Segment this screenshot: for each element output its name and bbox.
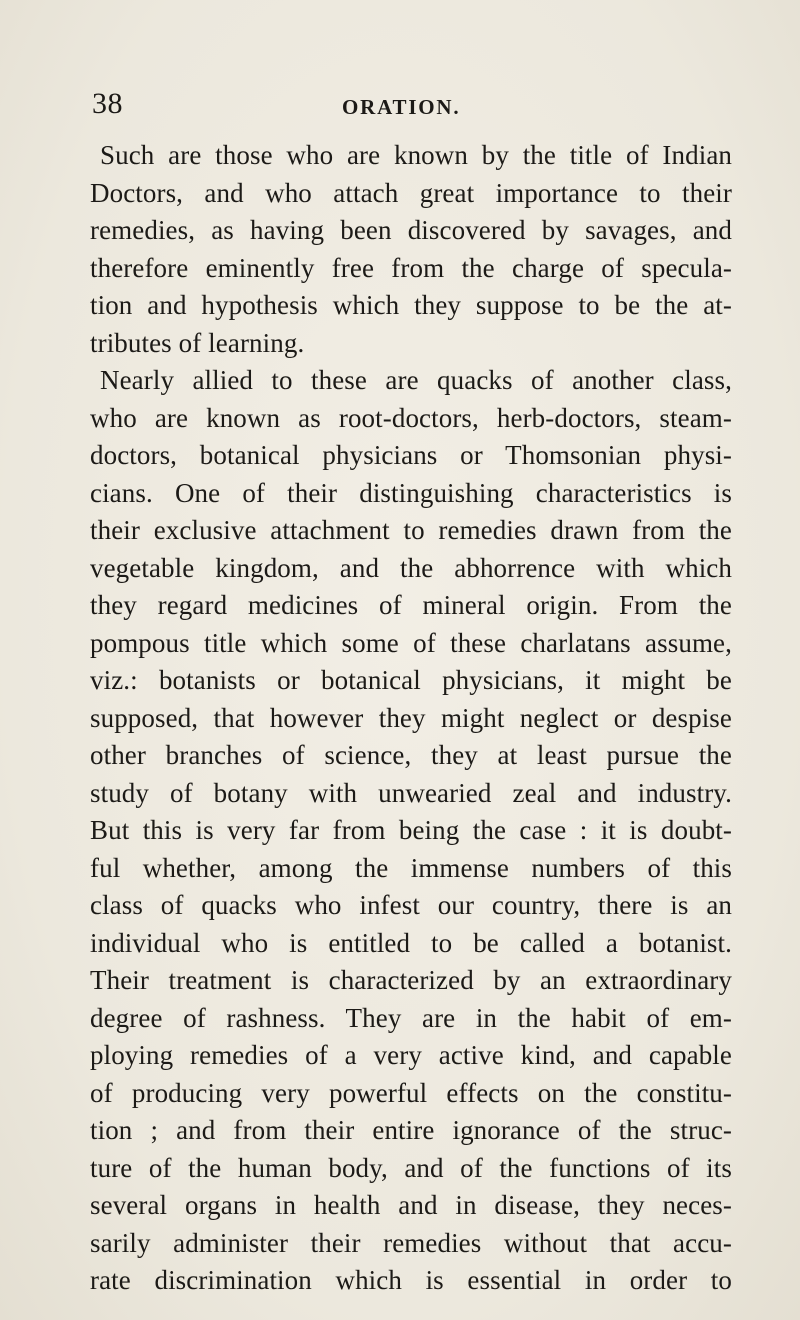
text-line-14: pompous title which some of these charlatans assume, (90, 627, 732, 658)
text-line-10: cians. One of their distinguishing characteristics is (90, 477, 732, 508)
text-line-9: doctors, botanical physicians or Thomsonian physi- (90, 440, 732, 470)
text-line-28: ture of the human body, and of the functions of its (90, 1152, 732, 1183)
text-line-29: several organs in health and in disease, they neces- (90, 1190, 732, 1220)
text-line-21: class of quacks who infest our country, there is an (90, 890, 732, 920)
text-line-3: remedies, as having been discovered by savages, and (90, 215, 732, 245)
text-line-5: tion and hypothesis which they suppose to be the at- (90, 290, 732, 320)
text-line-8: who are known as root-doctors, herb-doctors, steam- (90, 402, 732, 433)
text-line-26: of producing very powerful effects on the constitu- (90, 1077, 732, 1108)
text-line-31: rate discrimination which is essential in order to (90, 1265, 732, 1295)
text-line-12: vegetable kingdom, and the abhorrence with which (90, 552, 732, 583)
page-number: 38 (92, 87, 123, 120)
text-line-6: tributes of learning. (90, 327, 305, 358)
body-text (90, 137, 732, 1300)
text-line-25: ploying remedies of a very active kind, and capable (90, 1040, 732, 1070)
text-line-17: other branches of science, they at least pursue the (90, 740, 732, 770)
text-line-2: Doctors, and who attach great importance to their (90, 177, 732, 208)
text-line-13: they regard medicines of mineral origin. From the (90, 590, 732, 620)
running-head (92, 84, 732, 124)
text-line-27: tion ; and from their entire ignorance of the struc- (90, 1115, 732, 1145)
text-line-24: degree of rashness. They are in the habit of em- (90, 1002, 732, 1033)
text-line-18: study of botany with unwearied zeal and industry. (90, 777, 732, 808)
text-line-20: ful whether, among the immense numbers of this (90, 852, 732, 883)
text-line-7: Nearly allied to these are quacks of another class, (100, 365, 732, 395)
text-line-4: therefore eminently free from the charge of specula- (90, 252, 732, 283)
text-line-11: their exclusive attachment to remedies drawn from the (90, 515, 732, 545)
text-line-16: supposed, that however they might neglect or despise (90, 702, 732, 733)
text-line-30: sarily administer their remedies without that accu- (90, 1227, 732, 1258)
running-title: ORATION. (342, 95, 461, 119)
text-line-22: individual who is entitled to be called a botanist. (90, 927, 732, 958)
text-line-23: Their treatment is characterized by an extraordinary (90, 965, 732, 995)
text-line-19: But this is very far from being the case : it is doubt- (90, 815, 732, 845)
text-line-15: viz.: botanists or botanical physicians, it might be (90, 665, 732, 695)
text-line-1: Such are those who are known by the title of Indian (100, 140, 732, 170)
